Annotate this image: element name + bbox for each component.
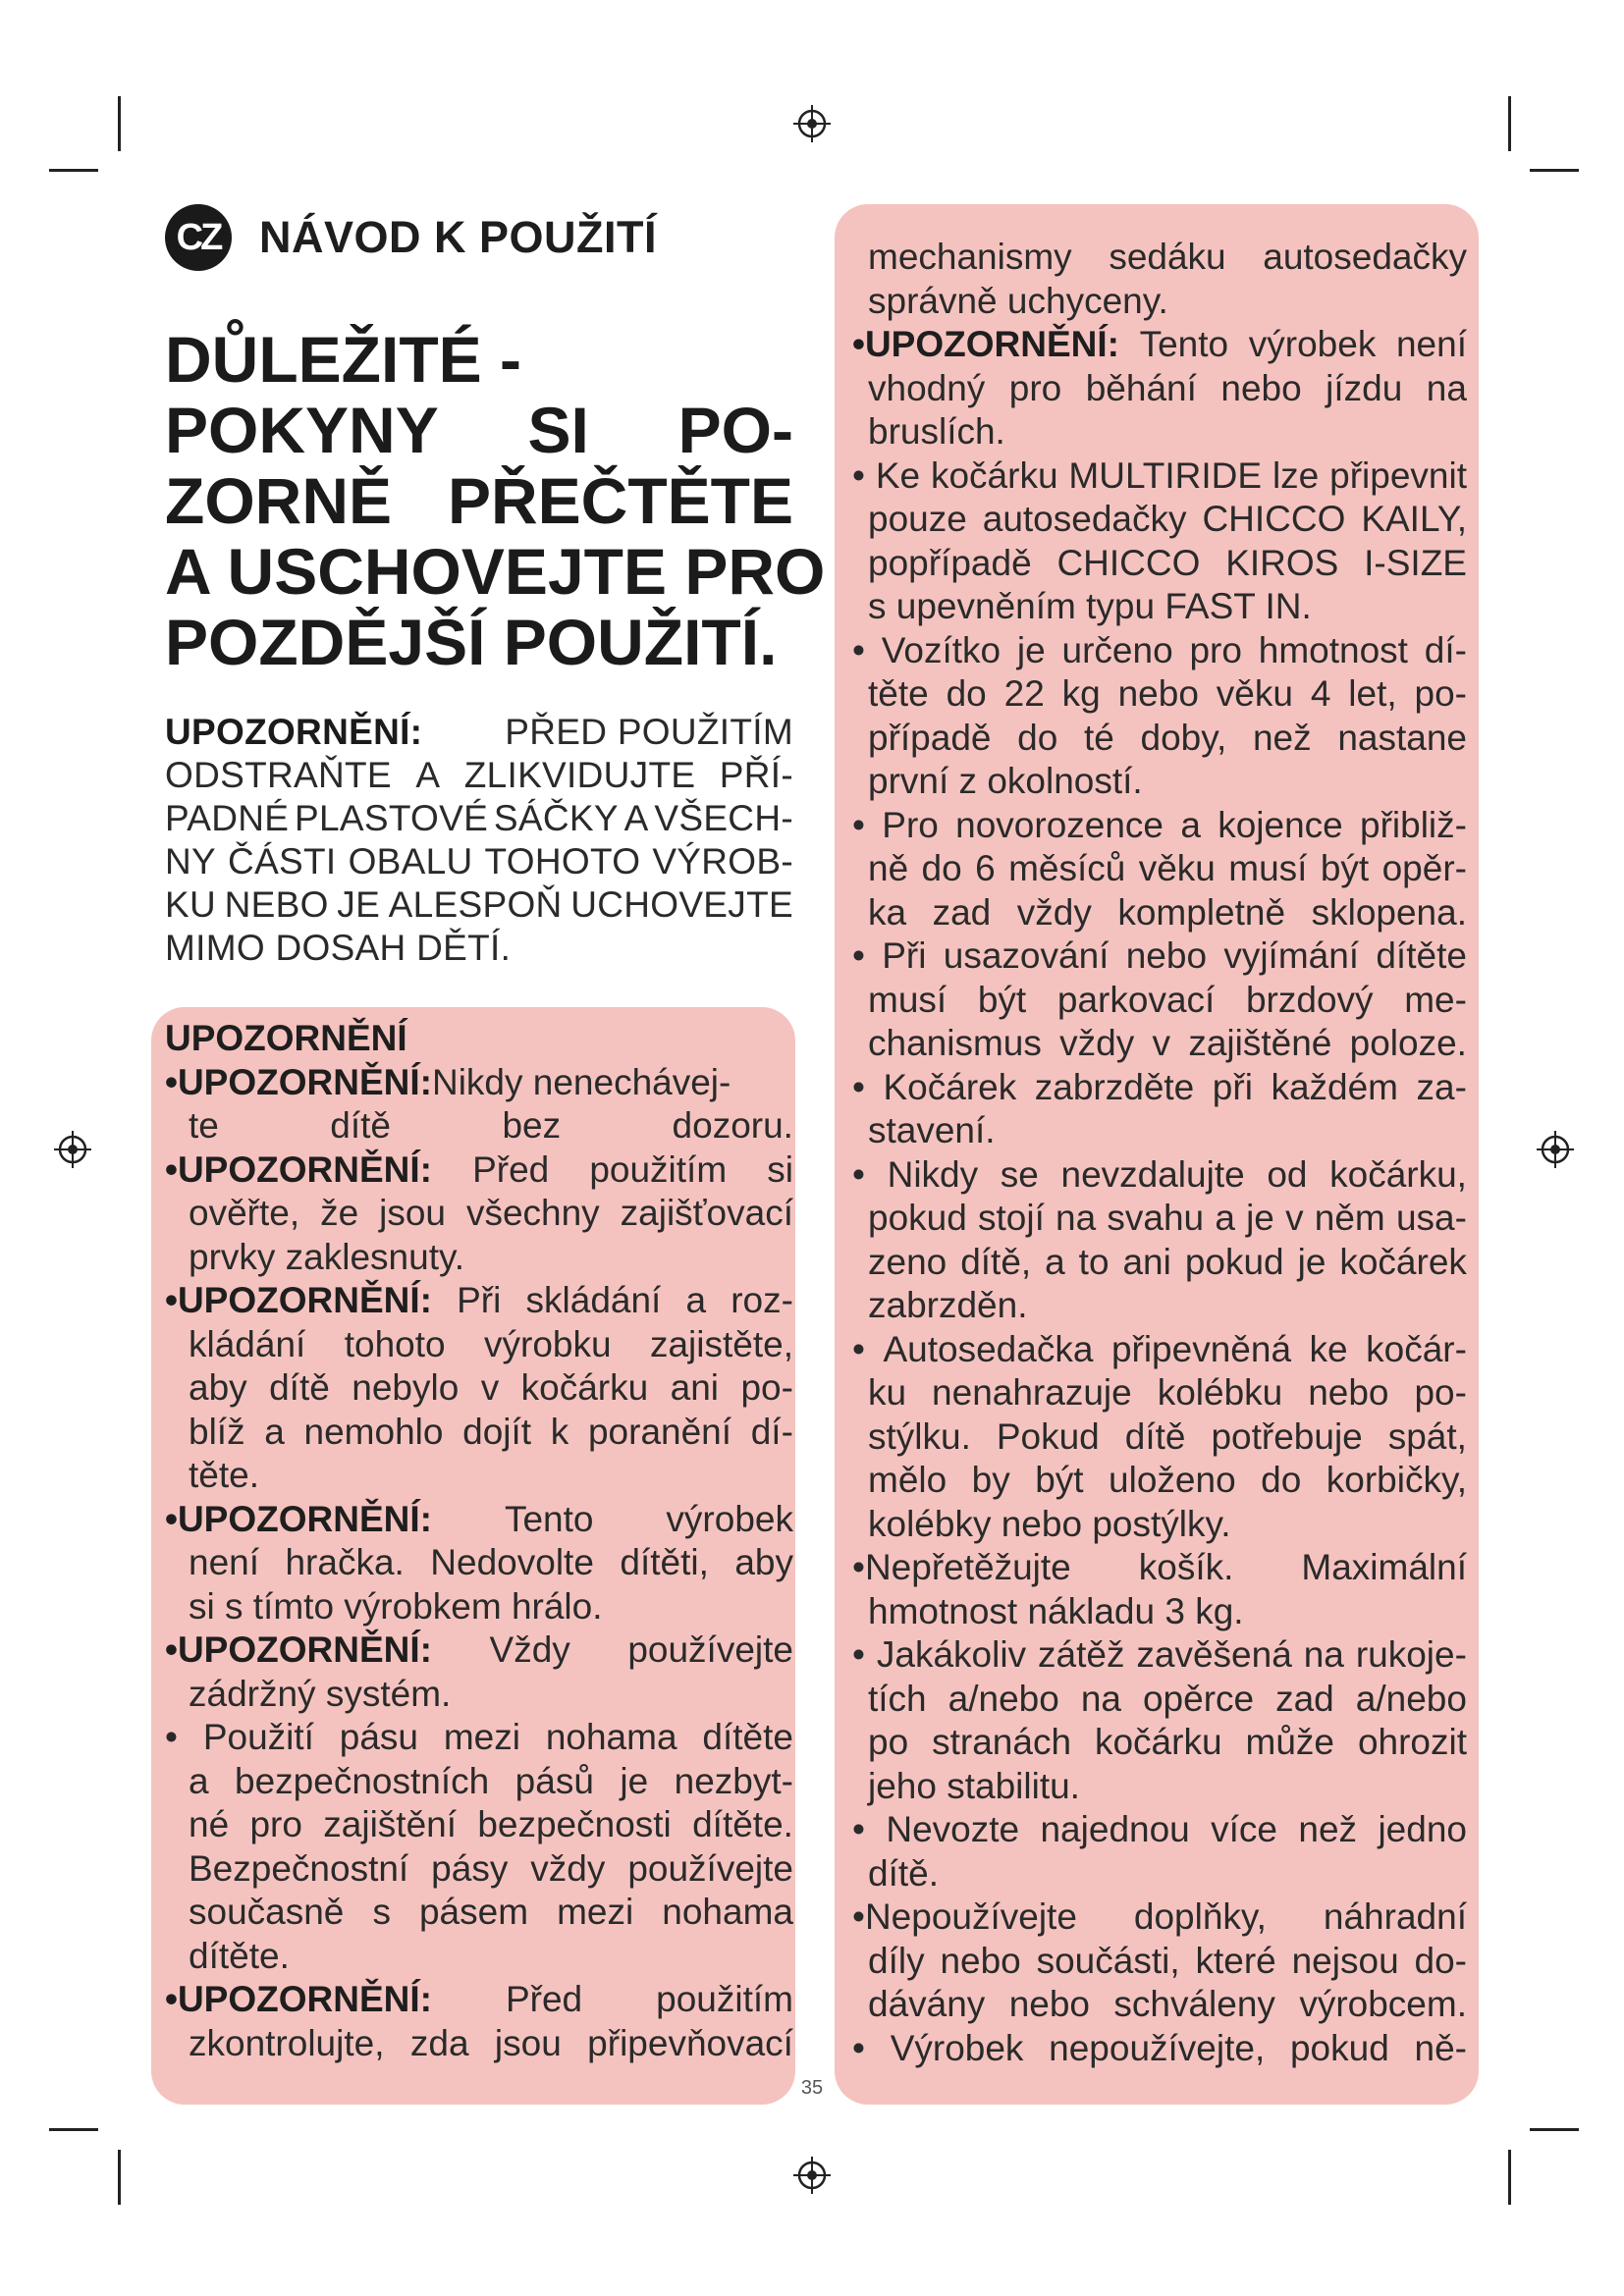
warning-line: Bezpečnostní pásy vždy používejte	[189, 1847, 793, 1889]
warning-line: zádržný systém.	[189, 1673, 452, 1714]
heading-line: POKYNY SI PO-	[165, 394, 793, 466]
warning-line: dávány nebo schváleny výrobcem.	[868, 1984, 1467, 2024]
warning-line: •Nepoužívejte doplňky, náhradní	[852, 1896, 1467, 1937]
right-warnings-column	[852, 236, 1467, 2070]
intro-line: NY ČÁSTI OBALU TOHOTO VÝROB-	[165, 841, 793, 881]
right-warning-lines	[852, 236, 1467, 2070]
warning-line: • Ke kočárku MULTIRIDE lze připevnit	[852, 454, 1467, 496]
language-badge: CZ	[165, 204, 232, 271]
warning-line: •UPOZORNĚNÍ: Tento výrobek	[165, 1498, 793, 1542]
warning-line: případě do té doby, než nastane	[868, 717, 1467, 758]
intro-line: ODSTRAŇTE A ZLIKVIDUJTE PŘÍ-	[165, 755, 793, 795]
registration-mark-icon	[792, 104, 832, 143]
warning-line: ně do 6 měsíců věku musí být opěr-	[868, 848, 1467, 888]
warning-line: pouze autosedačky CHICCO KAILY,	[868, 499, 1467, 539]
warning-line: • Použití pásu mezi nohama dítěte	[165, 1717, 793, 1757]
crop-mark	[118, 2150, 121, 2205]
warning-line: prvky zaklesnuty.	[189, 1236, 465, 1277]
warning-line: dítěte.	[189, 1935, 290, 1976]
page-number: 35	[800, 2077, 824, 2099]
warning-line: pokud stojí na svahu a je v něm usa-	[868, 1198, 1467, 1238]
warning-line: není hračka. Nedovolte dítěti, aby	[189, 1542, 793, 1582]
warning-line: současně s pásem mezi nohama	[189, 1892, 793, 1932]
warning-line: • Nikdy se nevzdalujte od kočárku,	[852, 1153, 1467, 1195]
warning-label: •UPOZORNĚNÍ:	[852, 324, 1119, 364]
warning-line: chanismus vždy v zajištěné poloze.	[868, 1023, 1467, 1063]
left-warnings-column	[165, 1017, 793, 2065]
warning-line: •UPOZORNĚNÍ: Před použitím	[165, 1978, 793, 2022]
crop-mark	[118, 96, 121, 151]
warning-line: stýlku. Pokud dítě potřebuje spát,	[868, 1415, 1467, 1457]
warning-line: hmotnost nákladu 3 kg.	[868, 1590, 1244, 1631]
warning-line: těte do 22 kg nebo věku 4 let, po-	[868, 673, 1467, 714]
warning-label: •UPOZORNĚNÍ:	[165, 1280, 432, 1320]
warning-line: blíž a nemohlo dojít k poranění dí-	[189, 1411, 793, 1452]
registration-mark-icon	[1536, 1130, 1575, 1169]
important-heading	[165, 323, 826, 678]
warning-line: •UPOZORNĚNÍ: Tento výrobek není	[852, 323, 1467, 367]
warning-label: •UPOZORNĚNÍ:	[165, 1979, 432, 2019]
warning-line: kládání tohoto výrobku zajistěte,	[189, 1323, 793, 1364]
warning-line: musí být parkovací brzdový me-	[868, 979, 1467, 1020]
warning-line: a bezpečnostních pásů je nezbyt-	[189, 1760, 793, 1801]
intro-line: PADNÉ PLASTOVÉ SÁČKY A VŠECH-	[165, 798, 793, 838]
warning-line: první z okolností.	[868, 761, 1143, 801]
warning-line: •UPOZORNĚNÍ: Při skládání a roz-	[165, 1279, 793, 1323]
warning-line: • Autosedačka připevněná ke kočár-	[852, 1328, 1467, 1369]
warning-line: ka zad vždy kompletně sklopena.	[868, 891, 1467, 933]
left-warning-lines	[165, 1061, 793, 2066]
warning-line: správně uchyceny.	[868, 280, 1168, 321]
intro-line	[165, 711, 793, 754]
warning-line: po stranách kočárku může ohrozit	[868, 1722, 1467, 1762]
warning-line: bruslích.	[868, 411, 1005, 452]
heading-line: DŮLEŽITÉ -	[165, 323, 521, 396]
warning-label: •UPOZORNĚNÍ:	[165, 1498, 432, 1539]
warning-line: tích a/nebo na opěrce zad a/nebo	[868, 1678, 1467, 1719]
warning-line: mělo by být uloženo do korbičky,	[868, 1460, 1467, 1500]
warning-line: né pro zajištění bezpečnosti dítěte.	[189, 1804, 793, 1844]
warning-line: • Výrobek nepoužívejte, pokud ně-	[852, 2027, 1467, 2068]
warning-line: ku nenahrazuje kolébku nebo po-	[868, 1372, 1467, 1413]
warning-line: • Jakákoliv zátěž zavěšená na rukoje-	[852, 1634, 1467, 1675]
warning-line: • Kočárek zabrzděte při každém za-	[852, 1066, 1467, 1107]
heading-line: ZORNĚ PŘEČTĚTE	[165, 464, 793, 537]
warning-line: zabrzděn.	[868, 1285, 1028, 1325]
warning-line: vhodný pro běhání nebo jízdu na	[868, 367, 1467, 408]
crop-mark	[1530, 2128, 1579, 2131]
warning-line: zkontrolujte, zda jsou připevňovací	[189, 2022, 793, 2063]
warning-line: popřípadě CHICCO KIROS I-SIZE	[868, 542, 1467, 583]
warning-line: •UPOZORNĚNÍ: Před použitím si	[165, 1148, 793, 1193]
warning-line: jeho stabilitu.	[868, 1765, 1080, 1806]
warning-line: • Pro novorozence a kojence přibliž-	[852, 804, 1467, 845]
warning-line: zeno dítě, a to ani pokud je kočárek	[868, 1241, 1467, 1282]
warning-line: • Nevozte najednou více než jedno	[852, 1809, 1467, 1849]
warning-line: •UPOZORNĚNÍ:Nikdy nenechávej-	[165, 1061, 731, 1102]
crop-mark	[1530, 169, 1579, 172]
warning-line: s upevněním typu FAST IN.	[868, 586, 1312, 626]
warning-line: • Při usazování nebo vyjímání dítěte	[852, 935, 1467, 976]
warning-line: ověřte, že jsou všechny zajišťovací	[189, 1193, 793, 1233]
warning-line: kolébky nebo postýlky.	[868, 1503, 1231, 1544]
warning-line: dítě.	[868, 1852, 939, 1894]
warning-line: si s tímto výrobkem hrálo.	[189, 1585, 603, 1627]
crop-mark	[1508, 96, 1511, 151]
warning-line: •Nepřetěžujte košík. Maximální	[852, 1547, 1467, 1587]
crop-mark	[49, 2128, 98, 2131]
warning-line: •UPOZORNĚNÍ: Vždy používejte	[165, 1629, 793, 1673]
intro-text: PŘED POUŽITÍM	[505, 712, 793, 752]
language-header	[165, 204, 657, 271]
warning-line: mechanismy sedáku autosedačky	[868, 237, 1467, 277]
warning-box-title: UPOZORNĚNÍ	[165, 1018, 407, 1058]
warning-label: •UPOZORNĚNÍ:	[165, 1148, 432, 1190]
warning-line: aby dítě nebylo v kočárku ani po-	[189, 1367, 793, 1408]
heading-line: POZDĚJŠÍ POUŽITÍ.	[165, 606, 778, 678]
warning-label: •UPOZORNĚNÍ:	[165, 1061, 432, 1102]
warning-line: te dítě bez dozoru.	[189, 1105, 793, 1146]
intro-line: MIMO DOSAH DĚTÍ.	[165, 928, 512, 968]
registration-mark-icon	[53, 1130, 92, 1169]
warning-line: stavení.	[868, 1110, 996, 1150]
intro-warning	[165, 711, 793, 970]
registration-mark-icon	[792, 2156, 832, 2195]
warning-line: díly nebo součásti, které nejsou do-	[868, 1940, 1467, 1981]
intro-label: UPOZORNĚNÍ:	[165, 712, 423, 752]
manual-title: NÁVOD K POUŽITÍ	[259, 212, 658, 262]
warning-line: • Vozítko je určeno pro hmotnost dí-	[852, 629, 1467, 670]
intro-line: KU NEBO JE ALESPOŇ UCHOVEJTE	[165, 884, 793, 925]
crop-mark	[1508, 2150, 1511, 2205]
crop-mark	[49, 169, 98, 172]
heading-line: A USCHOVEJTE PRO	[165, 535, 826, 608]
warning-label: •UPOZORNĚNÍ:	[165, 1629, 432, 1670]
warning-line: těte.	[189, 1455, 259, 1495]
